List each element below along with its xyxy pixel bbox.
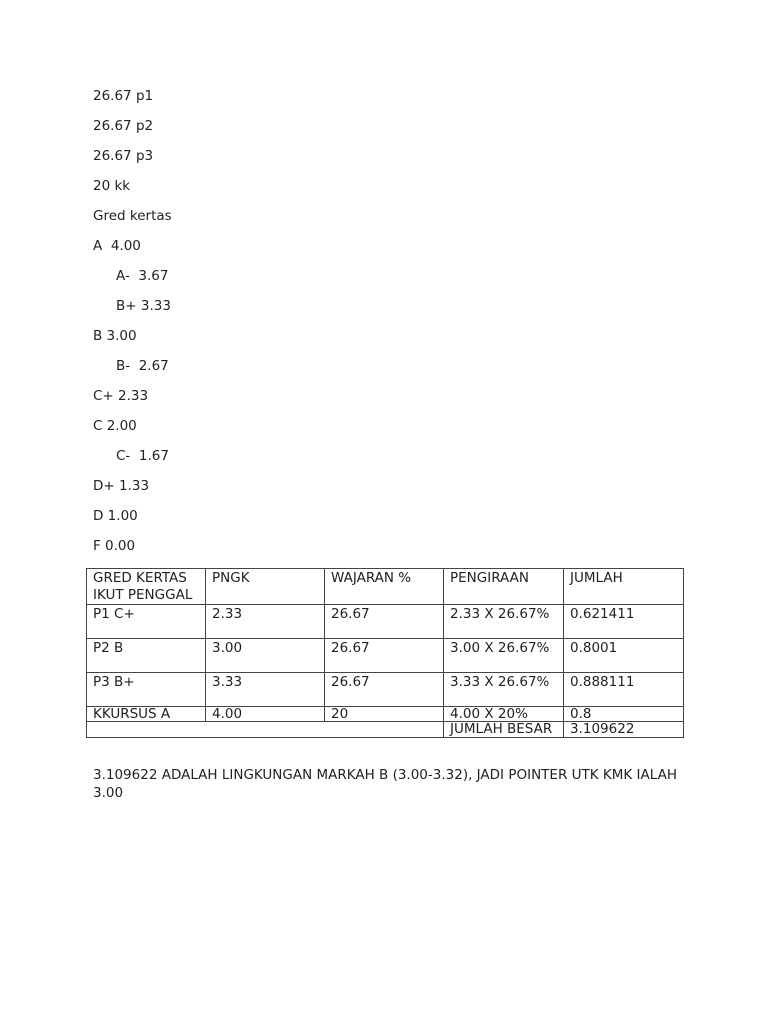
table-cell: 0.621411 bbox=[564, 605, 684, 639]
table-cell: 26.67 bbox=[325, 639, 444, 673]
table-cell: 4.00 X 20% bbox=[444, 707, 564, 722]
total-value: 3.109622 bbox=[564, 722, 684, 738]
table-cell: 2.33 bbox=[206, 605, 325, 639]
table-cell: 26.67 bbox=[325, 605, 444, 639]
table-cell: 0.888111 bbox=[564, 673, 684, 707]
grade-line-a-minus: A- 3.67 bbox=[116, 268, 169, 284]
table-cell: 0.8 bbox=[564, 707, 684, 722]
table-row bbox=[87, 639, 684, 673]
total-spacer-cell bbox=[87, 722, 444, 738]
table-cell: 2.33 X 26.67% bbox=[444, 605, 564, 639]
table-cell: P3 B+ bbox=[87, 673, 206, 707]
grade-line-f: F 0.00 bbox=[93, 538, 136, 554]
table-cell: KKURSUS A bbox=[87, 707, 206, 722]
table-header-row bbox=[87, 569, 684, 605]
table-cell: 4.00 bbox=[206, 707, 325, 722]
weight-line-p1: 26.67 p1 bbox=[93, 88, 154, 104]
table-cell: 3.00 bbox=[206, 639, 325, 673]
conclusion-text: 3.109622 ADALAH LINGKUNGAN MARKAH B (3.00-3.32), JADI POINTER UTK KMK IALAH 3.00 bbox=[93, 767, 677, 801]
table-cell: P1 C+ bbox=[87, 605, 206, 639]
table-row bbox=[87, 707, 684, 722]
table-cell: P2 B bbox=[87, 639, 206, 673]
total-label: JUMLAH BESAR bbox=[444, 722, 564, 738]
header-pngk: PNGK bbox=[206, 569, 325, 605]
grade-line-b-plus: B+ 3.33 bbox=[116, 298, 171, 314]
grade-line-d-plus: D+ 1.33 bbox=[93, 478, 150, 494]
table-cell: 20 bbox=[325, 707, 444, 722]
weight-line-kk: 20 kk bbox=[93, 178, 131, 194]
weight-line-p3: 26.67 p3 bbox=[93, 148, 154, 164]
grade-line-c-plus: C+ 2.33 bbox=[93, 388, 149, 404]
grade-line-b: B 3.00 bbox=[93, 328, 137, 344]
grade-line-d: D 1.00 bbox=[93, 508, 138, 524]
table-cell: 0.8001 bbox=[564, 639, 684, 673]
table-total-row bbox=[87, 722, 684, 738]
weight-line-p2: 26.67 p2 bbox=[93, 118, 154, 134]
table-row bbox=[87, 605, 684, 639]
grade-line-c-minus: C- 1.67 bbox=[116, 448, 169, 464]
table-cell: 3.33 X 26.67% bbox=[444, 673, 564, 707]
grade-line-a: A 4.00 bbox=[93, 238, 141, 254]
header-gred-kertas: GRED KERTAS IKUT PENGGAL bbox=[87, 569, 206, 605]
table-cell: 3.00 X 26.67% bbox=[444, 639, 564, 673]
header-jumlah: JUMLAH bbox=[564, 569, 684, 605]
grade-calculation-table bbox=[86, 568, 684, 738]
table-cell: 26.67 bbox=[325, 673, 444, 707]
grade-heading: Gred kertas bbox=[93, 208, 172, 224]
table-row bbox=[87, 673, 684, 707]
table-cell: 3.33 bbox=[206, 673, 325, 707]
header-wajaran: WAJARAN % bbox=[325, 569, 444, 605]
grade-line-b-minus: B- 2.67 bbox=[116, 358, 169, 374]
header-pengiraan: PENGIRAAN bbox=[444, 569, 564, 605]
grade-line-c: C 2.00 bbox=[93, 418, 137, 434]
